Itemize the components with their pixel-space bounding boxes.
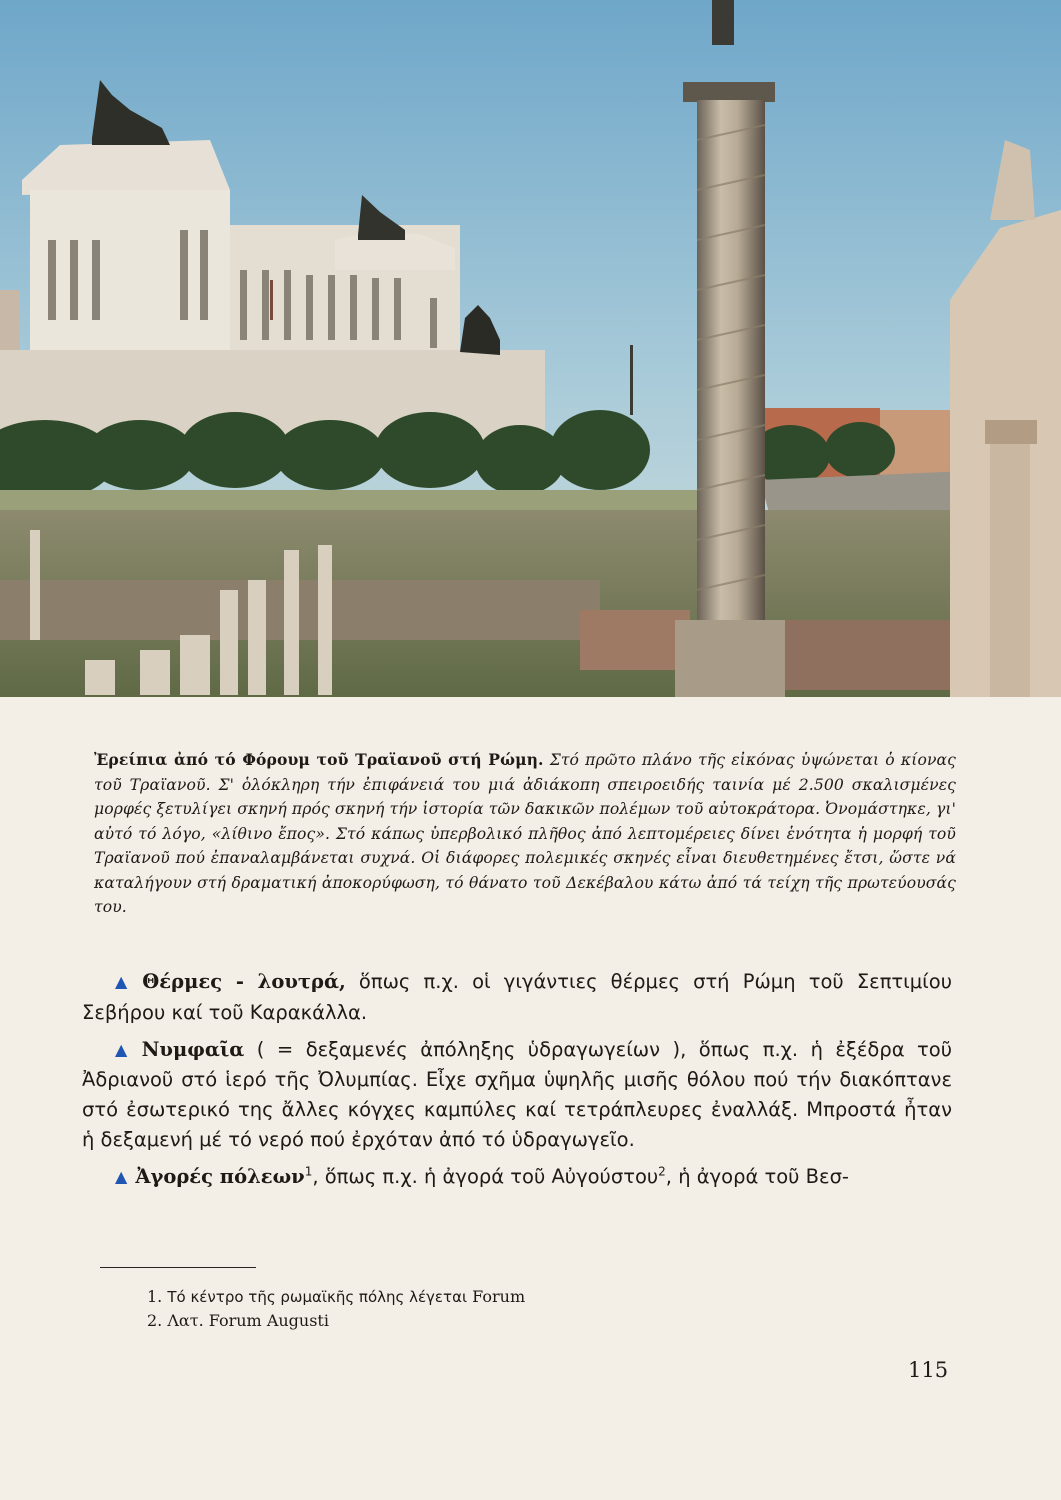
page-number: 115 <box>908 1358 949 1382</box>
paragraph-text: ( = δεξαμενές ἀπόληξης ὑδραγωγείων ), ὅπως π.χ. ἡ ἐξέδρα τοῦ Ἀδριανοῦ στό ἱερό τῆς Ὀλυμπίας. Εἶχε σχῆμα ὑψηλῆς μισῆς θόλου πού τήν διακόπτανε στό ἐσωτερικό της ἄλλες κόγχες καμπύλες καί τετράπλευρες ἐναλλάξ. Μπροστά ἦταν ἡ δεξαμενή μέ τό νερό πού ἐρχόταν ἀπό τό ὑδραγωγεῖο. <box>82 1037 952 1151</box>
footnote-text: Τό κέντρο τῆς ρωμαϊκῆς πόλης λέγεται <box>167 1288 468 1306</box>
paragraph-nymphaia <box>82 1035 952 1155</box>
term-agores: Ἀγορές πόλεων <box>135 1164 305 1188</box>
caption-text: Στό πρῶτο πλάνο τῆς εἰκόνας ὑψώνεται ὁ κίονας τοῦ Τραϊανοῦ. Σ' ὁλόκληρη τήν ἐπιφάνειά του μιά ἀδιάκοπη σπειροειδής ταινία μέ 2.500 σκαλισμένες μορφές ξετυλίγει σκηνή πρός σκηνή τήν ἱστορία τῶν δακικῶν πολέμων τοῦ αὐτοκράτορα. Ὀνομάστηκε, γι' αὐτό τό λόγο, «λίθινο ἔπος». Στό κάπως ὑπερβολικό πλῆθος ἀπό λεπτομέρειες δίνει ἑνότητα ἡ μορφή τοῦ Τραϊανοῦ πού ἐπαναλαμβάνεται συχνά. Οἱ διάφορες πολεμικές σκηνές εἶναι διευθετημένες ἔτσι, ὥστε νά καταλήγουν στή δραματική ἀποκορύφωση, τό θάνατο τοῦ Δεκέβαλου κάτω ἀπό τά τείχη τῆς πρωτεύουσάς του. <box>94 751 956 916</box>
photo-caption <box>94 748 956 920</box>
triangle-marker-icon: ▲ <box>115 1166 128 1186</box>
caption-lead: Ἐρείπια ἀπό τό Φόρουμ τοῦ Τραϊανοῦ στή Ρώμη. <box>94 750 544 769</box>
triangle-marker-icon: ▲ <box>115 972 135 991</box>
paragraph-thermes <box>82 967 952 1028</box>
footnotes <box>147 1285 747 1333</box>
footnote-number: 2. <box>147 1311 163 1330</box>
footnote-ref-1[interactable]: 1 <box>304 1164 313 1179</box>
footnote-number: 1. <box>147 1287 163 1306</box>
term-nymphaia: Νυμφαῖα <box>141 1037 245 1061</box>
triangle-marker-icon: ▲ <box>115 1039 134 1059</box>
paragraph-text: , ὅπως π.χ. ἡ ἀγορά τοῦ Αὐγούστου <box>312 1164 659 1188</box>
body-text <box>82 967 952 1200</box>
term-thermes: Θέρμες - λουτρά, <box>142 970 346 993</box>
forum-photo <box>0 0 1061 697</box>
footnote-text: Λατ. Forum Augusti <box>167 1311 329 1330</box>
paragraph-text: ὅπως π.χ. οἱ γιγάντιες θέρμες στή Ρώμη τοῦ Σεπτιμίου Σεβήρου καί τοῦ Καρακάλλα. <box>82 970 952 1024</box>
paragraph-agores <box>82 1162 952 1193</box>
footnote-ref-2[interactable]: 2 <box>658 1164 666 1179</box>
footnote-rule <box>100 1267 256 1268</box>
footnote-1 <box>147 1285 747 1309</box>
footnote-latin: Forum <box>467 1287 526 1306</box>
paragraph-text: , ἡ ἀγορά τοῦ Βεσ- <box>665 1164 849 1188</box>
footnote-2 <box>147 1309 747 1333</box>
